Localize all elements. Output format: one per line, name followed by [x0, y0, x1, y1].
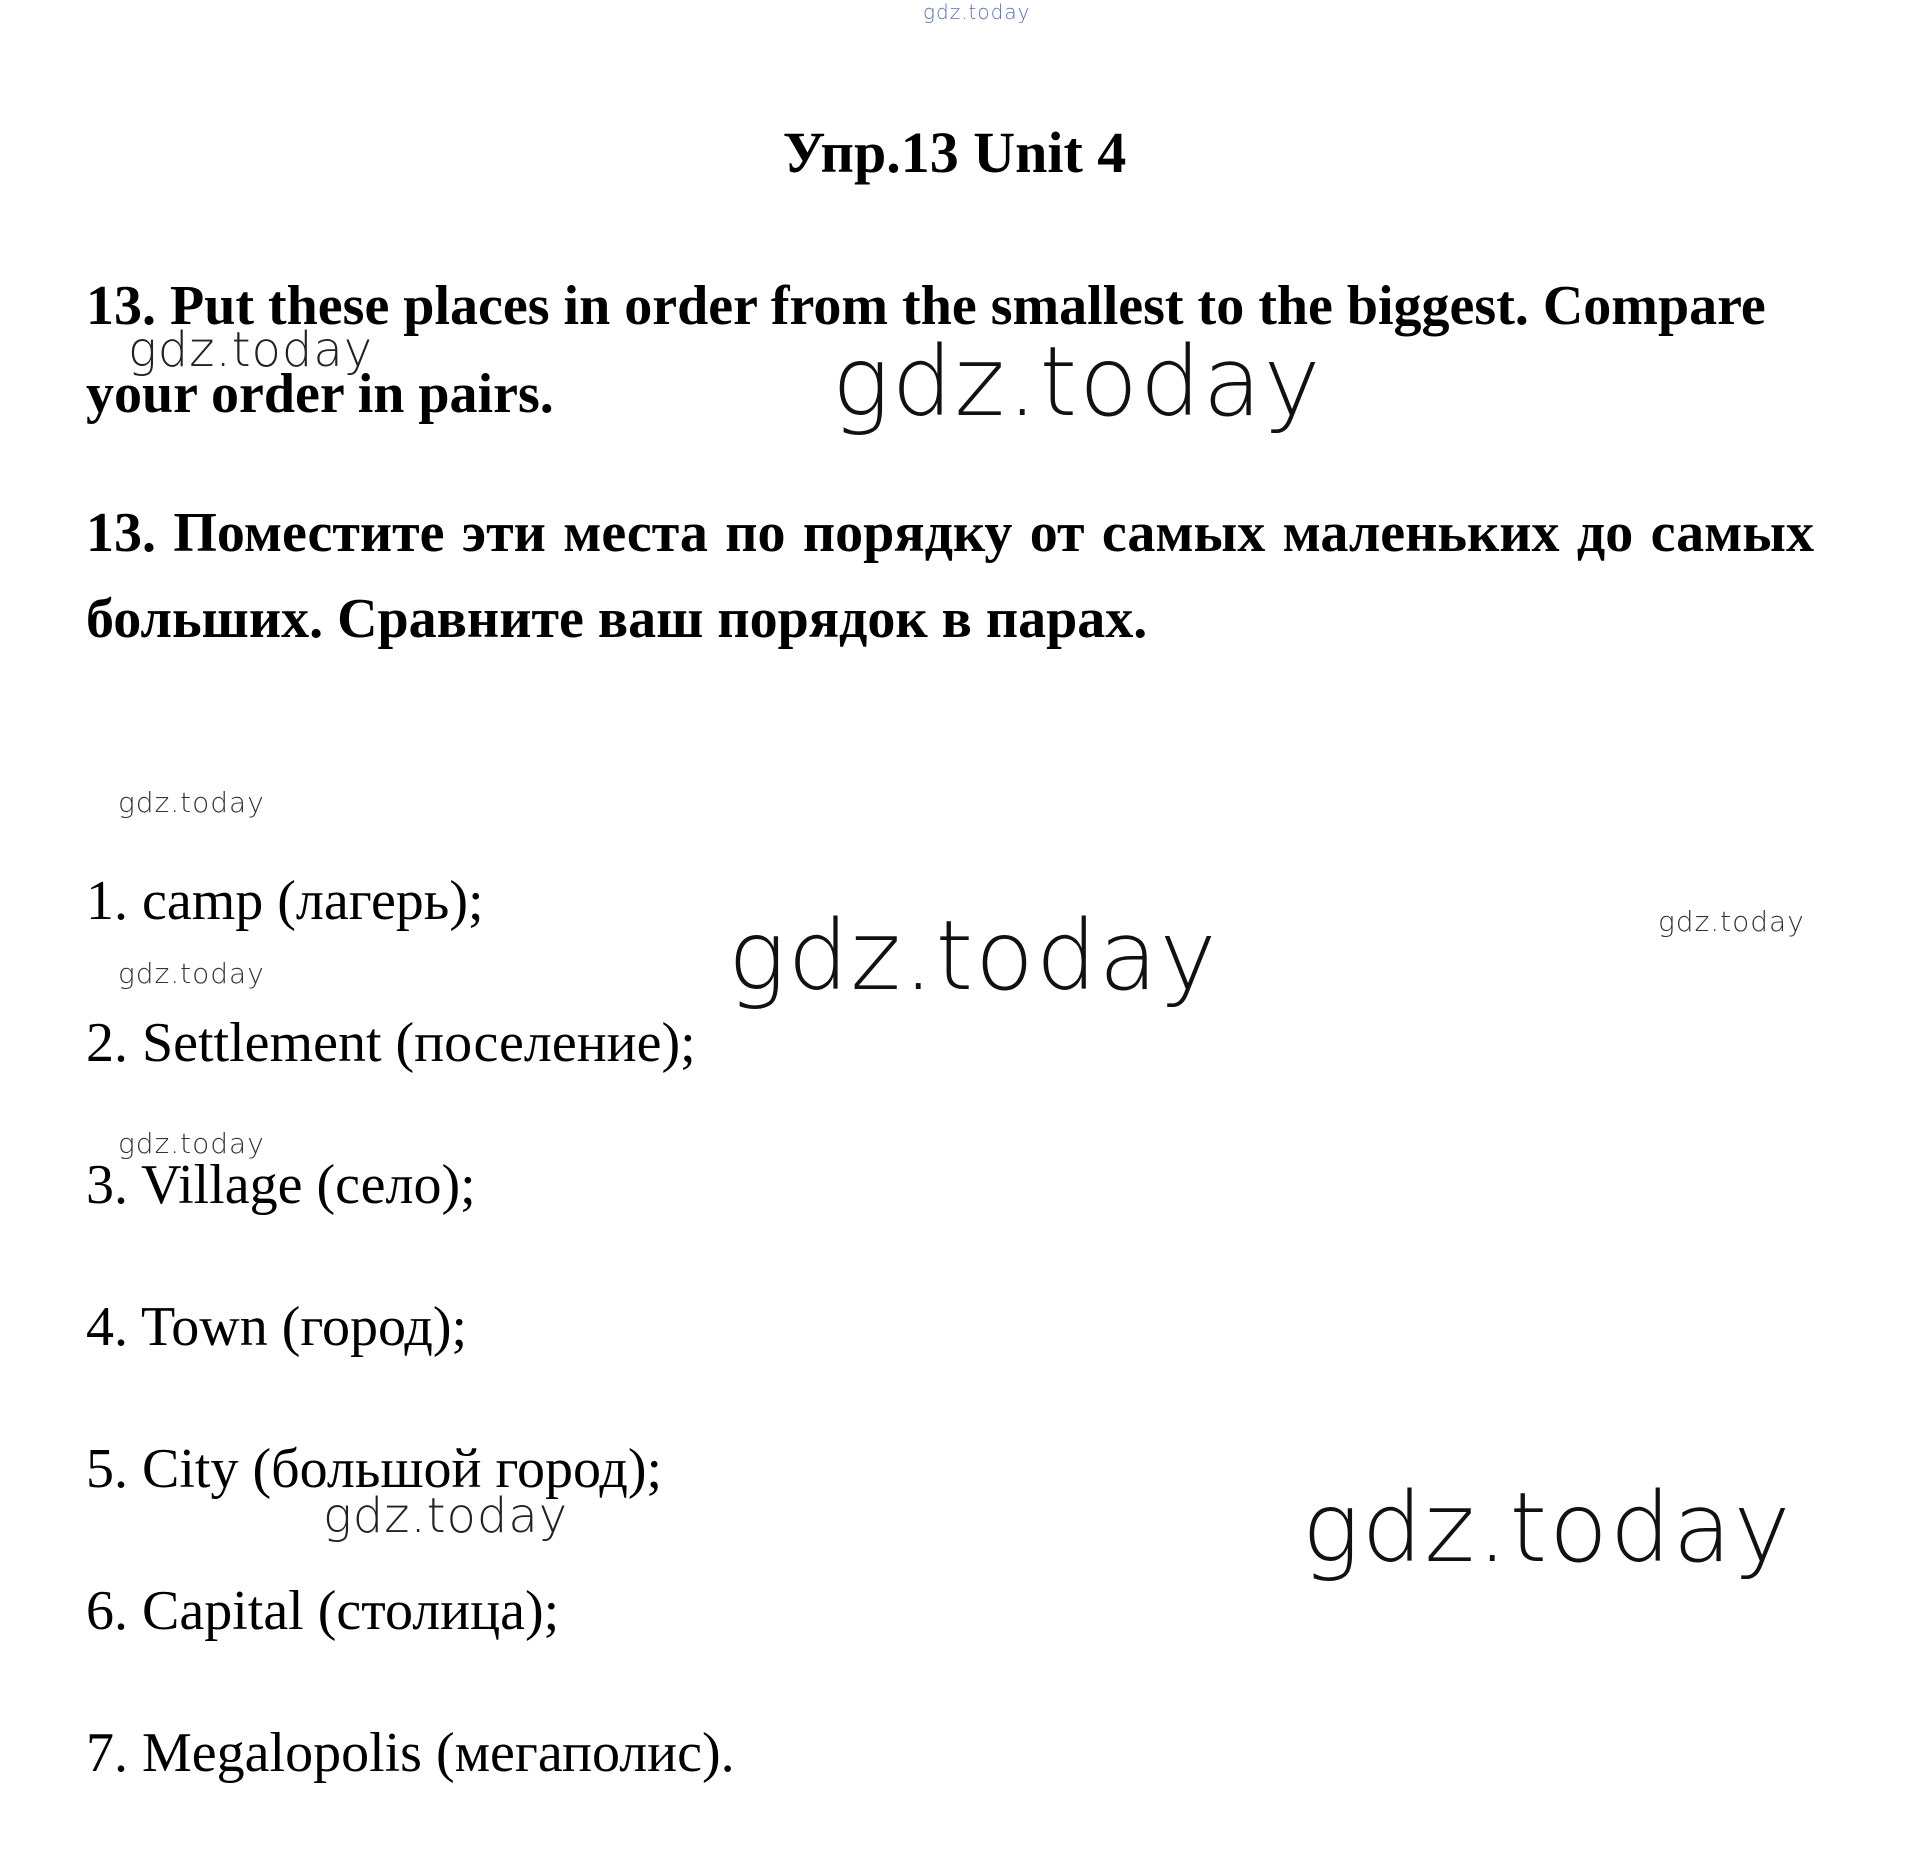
answer-item-3: 3. Village (село); — [86, 1154, 476, 1216]
answer-item-1: 1. camp (лагерь); — [86, 870, 484, 932]
answer-list — [86, 866, 735, 1860]
answer-item-5: 5. City (большой город); — [86, 1438, 663, 1500]
watermark: gdz.today — [728, 900, 1219, 1012]
watermark: gdz.today — [118, 1127, 265, 1160]
watermark: gdz.today — [118, 786, 265, 819]
answer-item-4: 4. Town (город); — [86, 1296, 468, 1358]
watermark-top: gdz.today — [923, 0, 1031, 24]
answer-item-6: 6. Capital (столица); — [86, 1580, 560, 1642]
watermark: gdz.today — [832, 326, 1323, 438]
answer-item-2: 2. Settlement (поселение); — [86, 1012, 696, 1074]
page-title: Упр.13 Unit 4 — [782, 120, 1127, 185]
watermark: gdz.today — [118, 957, 265, 990]
watermark: gdz.today — [128, 322, 374, 378]
answer-item-7: 7. Megalopolis (мегаполис). — [86, 1722, 735, 1784]
watermark: gdz.today — [1302, 1472, 1793, 1584]
watermark: gdz.today — [323, 1488, 569, 1544]
watermark: gdz.today — [1658, 905, 1805, 938]
task-russian: 13. Поместите эти места по порядку от самых маленьких до самых больших. Сравните ваш порядок в парах. — [86, 502, 1814, 650]
task-english: 13. Put these places in order from the smallest to the biggest. Compare your order in pairs. — [86, 275, 1766, 425]
